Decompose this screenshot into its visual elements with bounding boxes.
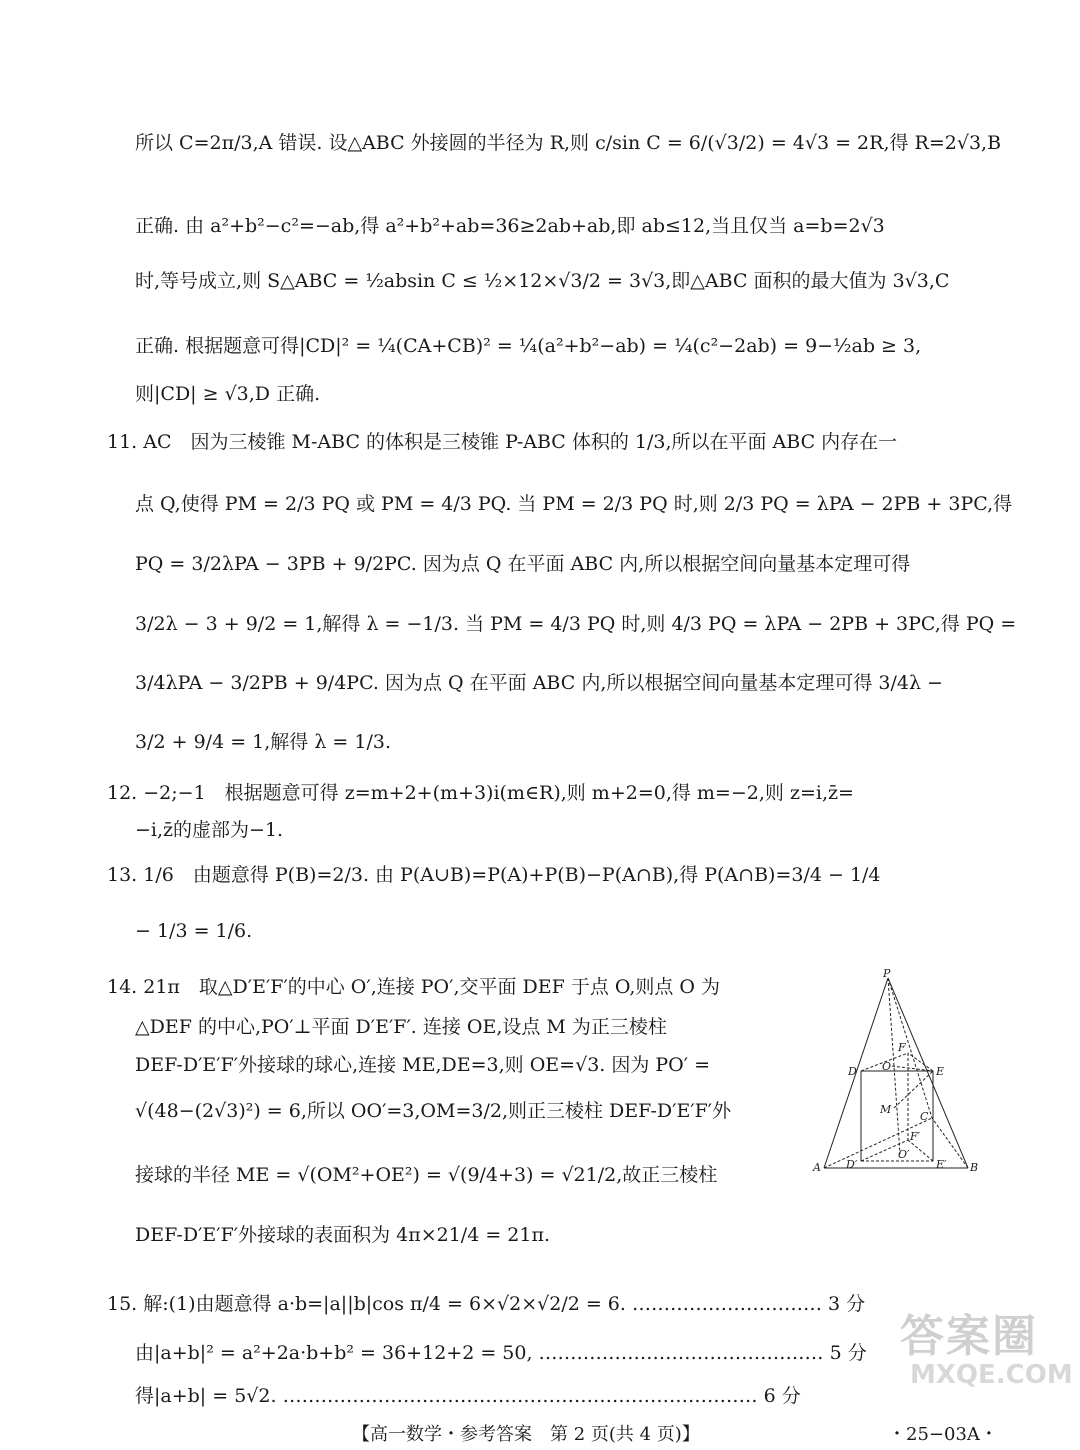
label-O: O <box>882 1060 892 1073</box>
label-D: D <box>848 1065 857 1078</box>
q14-line-5: 接球的半径 ME = √(OM²+OE²) = √(9/4+3) = √21/2,故正三棱柱 <box>135 1164 718 1186</box>
label-B: B <box>970 1161 979 1174</box>
answer-line-2: 正确. 由 a²+b²−c²=−ab,得 a²+b²+ab=36≥2ab+ab,即 ab≤12,当且仅当 a=b=2√3 <box>135 215 885 237</box>
label-Eprime: E′ <box>936 1158 947 1171</box>
answer-line-3: 时,等号成立,则 S△ABC = ½absin C ≤ ½×12×√3/2 = 3√3,即△ABC 面积的最大值为 3√3,C <box>135 270 950 292</box>
q11-line-5: 3/4λPA − 3/2PB + 9/4PC. 因为点 Q 在平面 ABC 内,所以根据空间向量基本定理可得 3/4λ − <box>135 672 943 694</box>
label-P: P <box>883 968 891 980</box>
q12-line-2: −i,z̄的虚部为−1. <box>135 819 284 841</box>
label-F: F <box>898 1041 906 1054</box>
q14-line-3: DEF-D′E′F′外接球的球心,连接 ME,DE=3,则 OE=√3. 因为 PO′ = <box>135 1054 711 1076</box>
q15-line-3: 得|a+b| = 5√2. ………………………………………………………………… 6 分 <box>135 1385 801 1407</box>
q11-line-4: 3/2λ − 3 + 9/2 = 1,解得 λ = −1/3. 当 PM = 4/3 PQ 时,则 4/3 PQ = λPA − 2PB + 3PC,得 PQ = <box>135 613 1017 635</box>
answer-line-5: 则|CD| ≥ √3,D 正确. <box>135 383 321 405</box>
q14-line-6: DEF-D′E′F′外接球的表面积为 4π×21/4 = 21π. <box>135 1224 550 1246</box>
footer-code: ・25−03A・ <box>888 1424 998 1445</box>
label-Dprime: D′ <box>846 1158 858 1171</box>
edge-PB <box>888 978 968 1168</box>
q13-line-2: − 1/3 = 1/6. <box>135 920 253 942</box>
label-Fprime: F′ <box>910 1130 921 1143</box>
q11-line-2: 点 Q,使得 PM = 2/3 PQ 或 PM = 4/3 PQ. 当 PM = 2/3 PQ 时,则 2/3 PQ = λPA − 2PB + 3PC,得 <box>135 493 1013 515</box>
q11-line-6: 3/2 + 9/4 = 1,解得 λ = 1/3. <box>135 731 391 753</box>
label-M: M <box>880 1103 892 1116</box>
q13-line-1: 13. 1/6 由题意得 P(B)=2/3. 由 P(A∪B)=P(A)+P(B)−P(A∩B),得 P(A∩B)=3/4 − 1/4 <box>107 864 881 886</box>
q11-line-3: PQ = 3/2λPA − 3PB + 9/2PC. 因为点 Q 在平面 ABC 内,所以根据空间向量基本定理可得 <box>135 553 911 575</box>
watermark-domain: MXQE.COM <box>910 1360 1073 1390</box>
edge-PC <box>888 978 932 1118</box>
label-A: A <box>813 1161 821 1174</box>
label-Oprime: O′ <box>898 1148 910 1161</box>
q14-line-2: △DEF 的中心,PO′⊥平面 D′E′F′. 连接 OE,设点 M 为正三棱柱 <box>135 1016 667 1038</box>
answer-line-1: 所以 C=2π/3,A 错误. 设△ABC 外接圆的半径为 R,则 c/sin C = 6/(√3/2) = 4√3 = 2R,得 R=2√3,B <box>135 132 1002 154</box>
label-C: C <box>920 1110 929 1123</box>
q14-line-1: 14. 21π 取△D′E′F′的中心 O′,连接 PO′,交平面 DEF 于点 O,则点 O 为 <box>107 976 721 998</box>
q11-line-1: 11. AC 因为三棱锥 M-ABC 的体积是三棱锥 P-ABC 体积的 1/3,所以在平面 ABC 内存在一 <box>107 431 898 453</box>
prism-in-pyramid-figure <box>812 968 982 1176</box>
q15-line-1: 15. 解:(1)由题意得 a·b=|a||b|cos π/4 = 6×√2×√2/2 = 6. ………………………… 3 分 <box>107 1293 866 1315</box>
q12-line-1: 12. −2;−1 根据题意可得 z=m+2+(m+3)i(m∈R),则 m+2=0,得 m=−2,则 z=i,z̄= <box>107 782 854 804</box>
edge-EprimeFprime <box>908 1140 933 1161</box>
label-E: E <box>936 1065 945 1078</box>
q15-line-2: 由|a+b|² = a²+2a·b+b² = 36+12+2 = 50, ……………………………………… 5 分 <box>135 1342 867 1364</box>
footer-text: 【高一数学・参考答案 第 2 页(共 4 页)】 <box>352 1424 700 1445</box>
q14-line-4: √(48−(2√3)²) = 6,所以 OO′=3,OM=3/2,则正三棱柱 DEF-D′E′F′外 <box>135 1100 732 1122</box>
answer-line-4: 正确. 根据题意可得|CD|² = ¼(CA+CB)² = ¼(a²+b²−ab) = ¼(c²−2ab) = 9−½ab ≥ 3, <box>135 335 922 357</box>
watermark: 答案圈 <box>900 1311 1038 1362</box>
